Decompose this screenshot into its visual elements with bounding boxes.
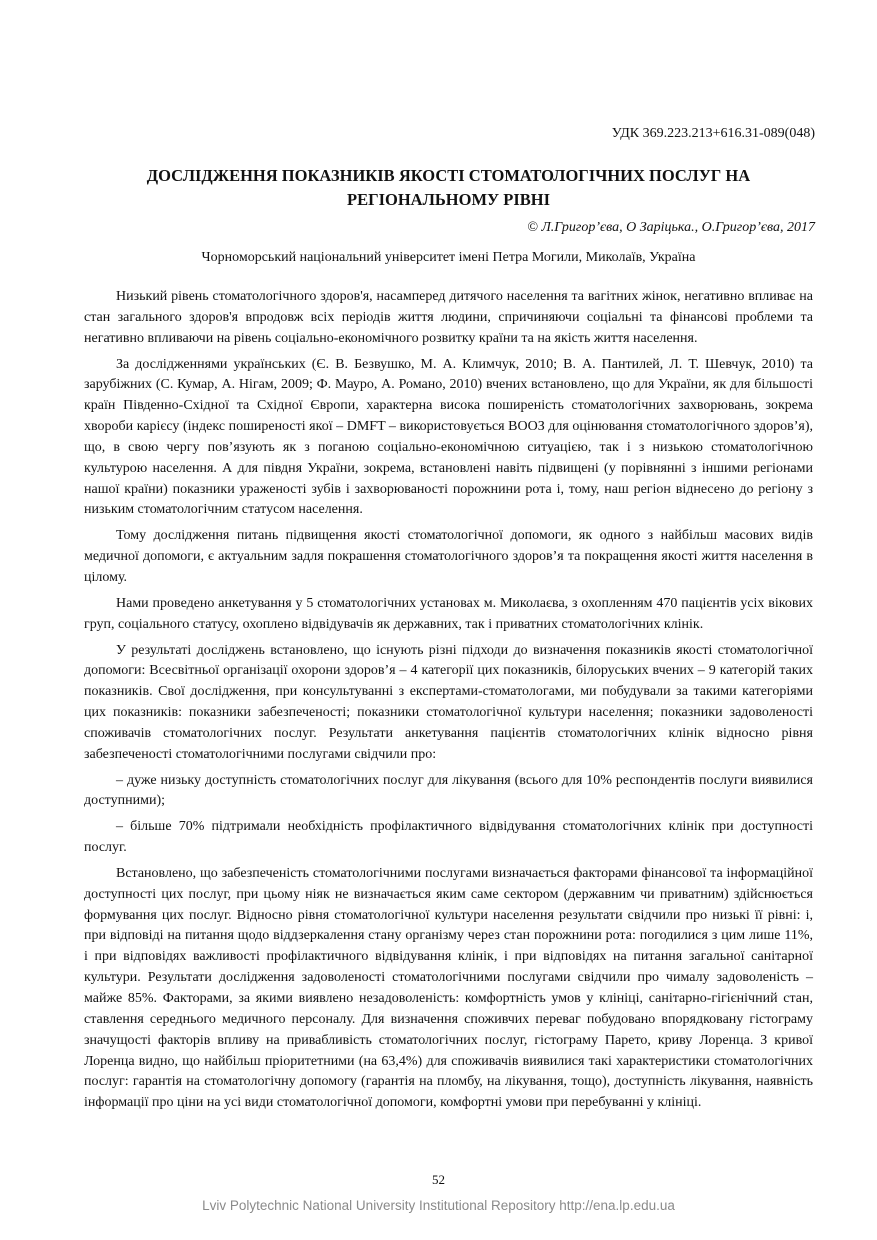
body-paragraph: Низький рівень стоматологічного здоров'я, насамперед дитячого населення та вагітних жінок, негативно впливає на стан загального здоров'я впродовж всіх періодів життя людини, спричиняючи соціальні та фінансові проблеми та негативно впливаючи на рівень соціально-економічного розвитку країни та на якість життя населення. [84,289,813,346]
article-authors: © Л.Григор’єва, О Заріцька., О.Григор’єва, 2017 [527,220,815,235]
repository-footer: Lviv Polytechnic National University Institutional Repository http://ena.lp.edu.ua [202,1198,675,1213]
list-item: – дуже низьку доступність стоматологічних послуг для лікування (всього для 10% респондентів послуги виявилися доступними); [84,772,813,809]
article-body [84,287,813,1119]
body-paragraph: За дослідженнями українських (Є. В. Безвушко, М. А. Климчук, 2010; В. А. Пантилей, Л. Т. Шевчук, 2010) та зарубіжних (С. Кумар, А. Нігам, 2009; Ф. Мауро, А. Романо, 2010) вчених встановлено, що для України, як для більшості країн Південно-Східної та Східної Європи, характерна висока поширеність стоматологічних захворювань, зокрема хвороби карієсу (індекс поширеності якої – DMFT – використовується ВООЗ для оцінювання стоматологічного здоров’я), що, в свою чергу пов’язують як з поганою соціально-економічною ситуацією, так і з низькою стоматологічною культурою населення. А для півдня України, зокрема, встановлені навіть підвищені (у порівнянні з іншими регіонами нашої країни) показники ураженості зубів і захворюваності порожнини рота і, тому, наш регіон віднесено до регіону з низьким стоматологічним статусом населення. [84,356,813,518]
udk-code: УДК 369.223.213+616.31-089(048) [611,126,815,141]
body-paragraph: Встановлено, що забезпеченість стоматологічними послугами визначається факторами фінансової та інформаційної доступності цих послуг, при цьому ніяк не визначається яким саме сектором (державним чи приватним) здійснюється формування цих послуг. Відносно рівня стоматологічної культури населення результати свідчили про низькі її рівні: і, при відповіді на питання щодо віддзеркалення стану організму через стан порожнини рота: погодилися з цим лише 11%, і при відповідях важливості профілактичного відвідування клінік, і при відповідях на питання загальної санітарної культури. Результати дослідження задоволеності стоматологічними послугами свідчили про чималу задоволеність – майже 85%. Факторами, за якими виявлено незадоволеність: комфортність умов у клініці, санітарно-гігієнічний стан, ставлення середнього медичного персоналу. Для визначення споживчих переваг побудовано впорядковану гістограму значущості факторів впливу на привабливість стоматологічних послуг, гістограму Парето, криву Лоренца. З кривої Лоренца видно, що найбільш пріоритетними (на 63,4%) для споживачів виявилися такі характеристики стоматологічних послуг: гарантія на стоматологічну допомогу (гарантія на пломбу, на лікування, тощо), доступність лікування, наявність інформації про ціни на усі види стоматологічної допомоги, комфортні умови при перебуванні у клініці. [84,865,813,1111]
body-paragraph: Нами проведено анкетування у 5 стоматологічних установах м. Миколаєва, з охопленням 470 пацієнтів усіх вікових груп, соціального статусу, охоплено відвідувачів як державних, так і приватних стоматологічних клінік. [84,595,813,632]
page-number: 52 [432,1172,445,1187]
body-paragraph: Тому дослідження питань підвищення якості стоматологічної допомоги, як одного з найбільш масових видів медичної допомоги, є актуальним задля покрашення стоматологічного здоров’я та покращення якості життя населення в цілому. [84,528,813,585]
body-paragraph: У результаті досліджень встановлено, що існують різні підходи до визначення показників якості стоматологічної допомоги: Всесвітньої організації охорони здоров’я – 4 категорії цих показників, білоруських вчених – 9 категорій таких показників. Свої дослідження, при консультуванні з експертами-стоматологами, ми побудували за такими категоріями цих показників: показники забезпеченості; показники стоматологічної культури населення; показники задоволеності споживачів стоматологічних послуг. Результати анкетування пацієнтів стоматологічних клінік відносно рівня забезпеченості стоматологічними послугами свідчили про: [84,642,813,762]
author-affiliation: Чорноморський національний університет імені Петра Могили, Миколаїв, Україна [201,250,696,265]
list-item: – більше 70% підтримали необхідність профілактичного відвідування стоматологічних клінік при доступності послуг. [84,819,813,856]
article-title: ДОСЛІДЖЕННЯ ПОКАЗНИКІВ ЯКОСТІ СТОМАТОЛОГІЧНИХ ПОСЛУГ НА РЕГІОНАЛЬНОМУ РІВНІ [146,166,751,209]
